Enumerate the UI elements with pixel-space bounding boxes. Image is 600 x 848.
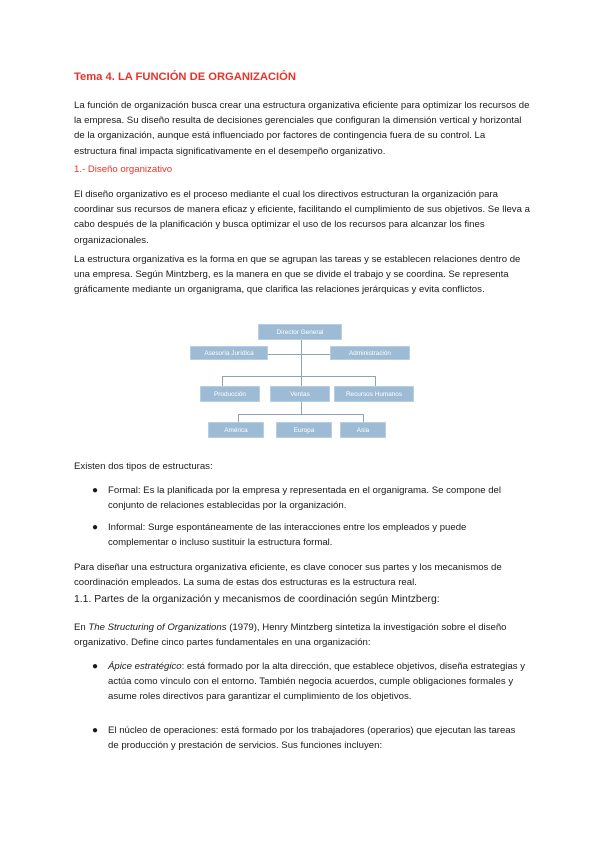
connector-line (301, 340, 302, 414)
org-node-rrhh: Recursos Humanos (334, 386, 414, 402)
para4-rest: (1979), Henry Mintzberg sintetiza la investigación sobre el diseño organizativo. Define cinco partes fundamentales en una organización: (74, 622, 507, 649)
diseno-paragraph: El diseño organizativo es el proceso mediante el cual los directivos estructuran la organización para coordinar sus recursos de manera eficaz y eficiente, facilitando el cumplimiento de sus objetivos. Se lleva a cabo después de la planificación y busca optimizar el uso de los recursos para alcanzar los fines organizacionales. (74, 189, 530, 246)
org-node-europa: Europa (276, 422, 332, 438)
connector-line (222, 376, 376, 377)
org-node-produccion: Producción (200, 386, 260, 402)
org-node-america: América (208, 422, 264, 438)
bullet-informal: Informal: Surge espontáneamente de las interacciones entre los empleados y puede complementar o incluso sustituir la estructura formal. (108, 522, 467, 549)
bullet-dot: ● (92, 725, 99, 736)
connector-line (363, 414, 364, 422)
estructura-paragraph: La estructura organizativa es la forma en que se agrupan las tareas y se establecen relaciones dentro de una empresa. Según Mintzberg, es la manera en que se divide el trabajo y se coordina. Se representa gráficamente mediante un organigrama, que clarifica las relaciones jerárquicas y evita conflictos. (74, 254, 521, 296)
connector-line (238, 414, 364, 415)
types-intro: Existen dos tipos de estructuras: (74, 461, 213, 472)
org-node-asesoria: Asesoría Jurídica (190, 346, 268, 360)
bullet-formal: Formal: Es la planificada por la empresa y representada en el organigrama. Se compone del conjunto de relaciones establecidas por la organización. (108, 485, 502, 512)
section-heading-diseno: 1.- Diseño organizativo (74, 164, 173, 175)
bullet-dot: ● (92, 485, 99, 496)
apice-description: : está formado por la alta dirección, que establece objetivos, diseña estrategias y actúa como vínculo con el entorno. También negocia acuerdos, cumple obligaciones formales y asume roles directivos para garantizar el cumplimiento de los objetivos. (108, 661, 526, 703)
bullet-dot: ● (92, 661, 99, 672)
connector-line (375, 376, 376, 386)
para4-prefix: En (74, 622, 89, 633)
bullet-apice (108, 659, 528, 705)
org-node-director: Director General (258, 324, 342, 340)
intro-paragraph: La función de organización busca crear una estructura organizativa eficiente para optimizar los recursos de la empresa. Su diseño resulta de decisiones gerenciales que configuran la dimensión vertical y horizontal de la organización, aunque está influenciado por factores de contingencia fuera de su control. La estructura final impacta significativamente en el desempeño organizativo. (74, 100, 530, 157)
org-chart (188, 320, 416, 442)
coordination-paragraph: Para diseñar una estructura organizativa eficiente, es clave conocer sus partes y los mecanismos de coordinación empleados. La suma de estas dos estructuras es la estructura real. (74, 562, 502, 589)
book-title: The Structuring of Organizations (88, 622, 227, 633)
org-node-ventas: Ventas (270, 386, 330, 402)
subsection-heading: 1.1. Partes de la organización y mecanismos de coordinación según Mintzberg: (74, 594, 440, 605)
bullet-nucleo: El núcleo de operaciones: está formado por los trabajadores (operarios) que ejecutan las tareas de producción y prestación de servicios. Sus funciones incluyen: (108, 725, 516, 752)
connector-line (222, 376, 223, 386)
org-node-asia: Asia (340, 422, 386, 438)
org-node-administracion: Administración (330, 346, 410, 360)
document-title: Tema 4. LA FUNCIÓN DE ORGANIZACIÓN (74, 71, 296, 83)
apice-term: Ápice estratégico (108, 661, 182, 672)
bullet-dot: ● (92, 522, 99, 533)
connector-line (238, 414, 239, 422)
mintzberg-paragraph (74, 620, 530, 650)
